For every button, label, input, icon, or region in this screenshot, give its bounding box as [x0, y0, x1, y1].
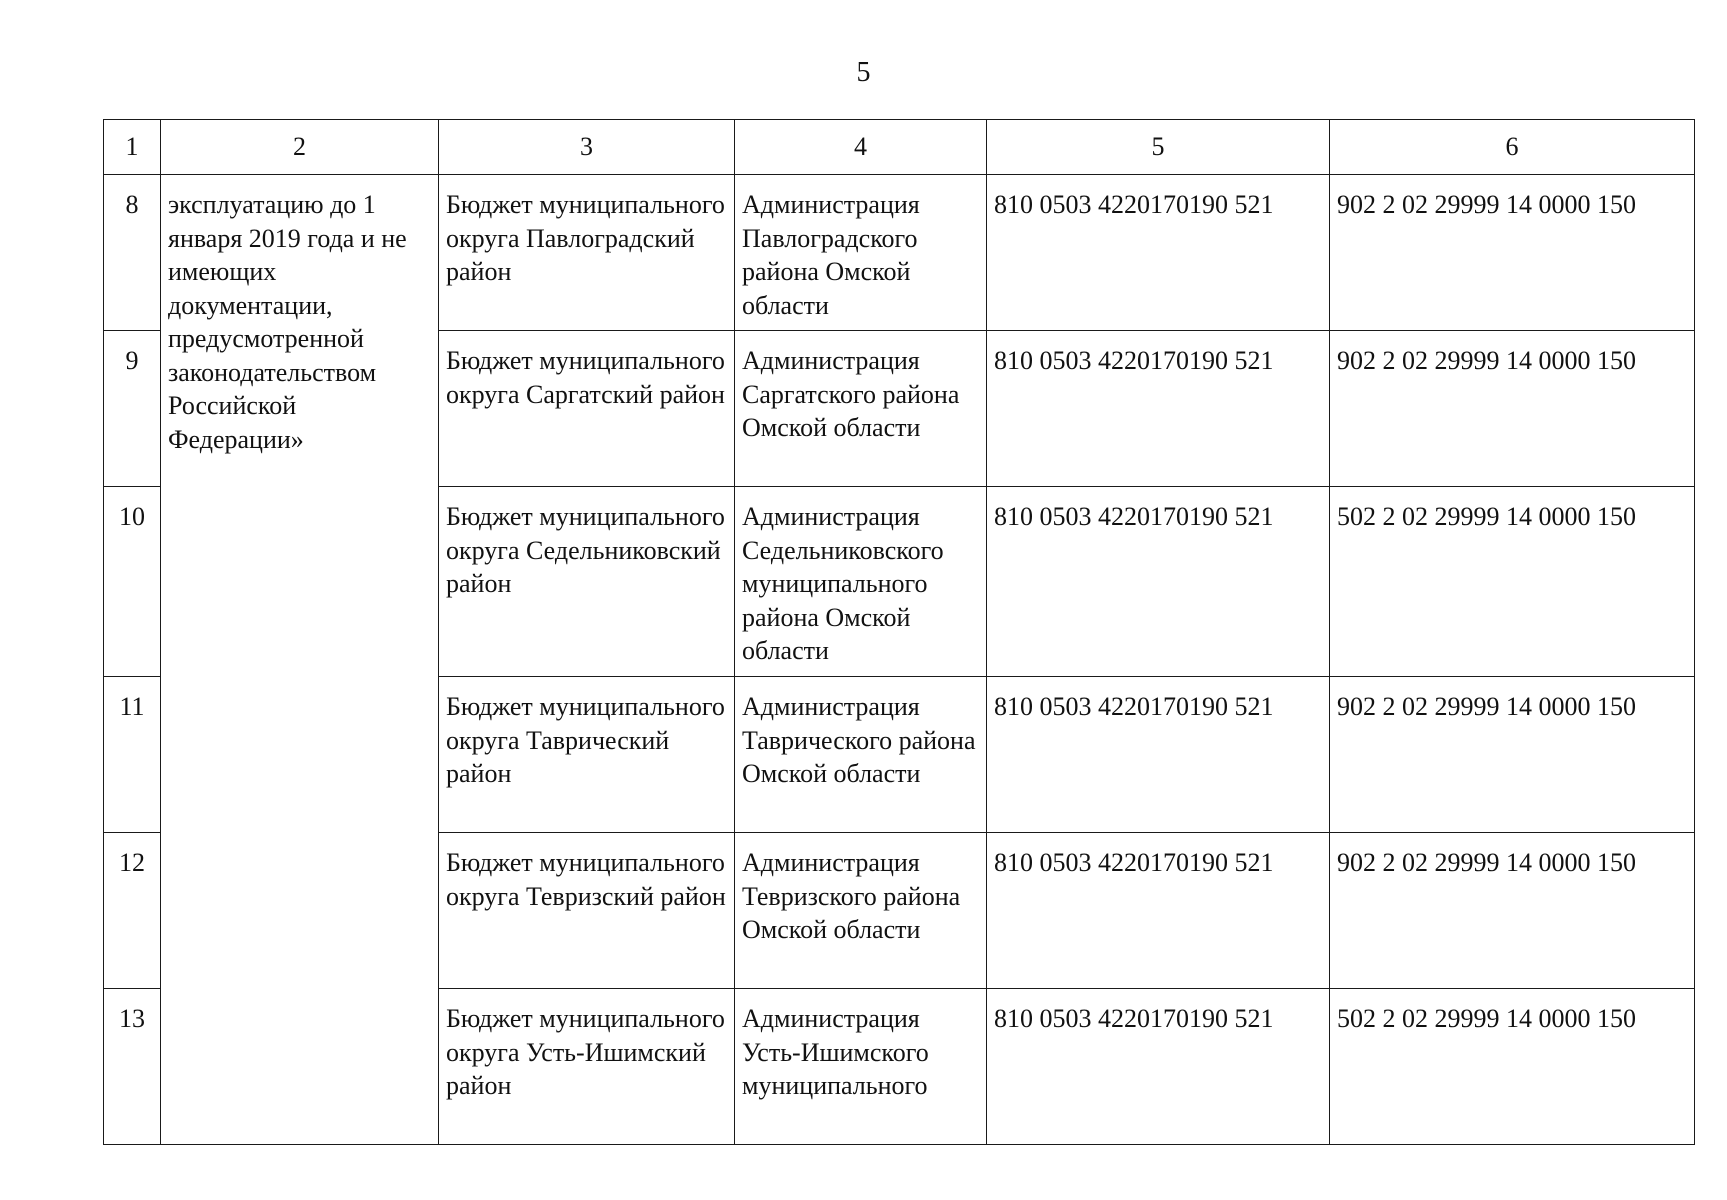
row-number: 12 [104, 833, 161, 989]
merged-description-cell: эксплуатацию до 1 января 2019 года и не имеющих документации, предусмотренной законодательством Российской Федерации» [161, 175, 439, 1145]
revenue-code-cell: 902 2 02 29999 14 0000 150 [1330, 331, 1695, 487]
table-header-row [104, 120, 1695, 175]
budget-cell: Бюджет муниципального округа Таврический район [439, 677, 735, 833]
revenue-code-cell: 902 2 02 29999 14 0000 150 [1330, 677, 1695, 833]
column-header: 1 [104, 120, 161, 175]
budget-cell: Бюджет муниципального округа Саргатский район [439, 331, 735, 487]
table-row [104, 175, 1695, 331]
column-header: 2 [161, 120, 439, 175]
administration-cell: Администрация Павлоградского района Омской области [735, 175, 987, 331]
budget-cell: Бюджет муниципального округа Павлоградский район [439, 175, 735, 331]
revenue-code-cell: 502 2 02 29999 14 0000 150 [1330, 989, 1695, 1145]
row-number: 10 [104, 487, 161, 677]
budget-cell: Бюджет муниципального округа Седельниковский район [439, 487, 735, 677]
row-number: 8 [104, 175, 161, 331]
expense-code-cell: 810 0503 4220170190 521 [987, 175, 1330, 331]
budget-cell: Бюджет муниципального округа Усть-Ишимский район [439, 989, 735, 1145]
revenue-code-cell: 902 2 02 29999 14 0000 150 [1330, 833, 1695, 989]
column-header: 4 [735, 120, 987, 175]
revenue-code-cell: 502 2 02 29999 14 0000 150 [1330, 487, 1695, 677]
column-header: 3 [439, 120, 735, 175]
expense-code-cell: 810 0503 4220170190 521 [987, 331, 1330, 487]
budget-cell: Бюджет муниципального округа Тевризский район [439, 833, 735, 989]
administration-cell: Администрация Седельниковского муниципального района Омской области [735, 487, 987, 677]
column-header: 5 [987, 120, 1330, 175]
administration-cell: Администрация Таврического района Омской области [735, 677, 987, 833]
row-number: 13 [104, 989, 161, 1145]
revenue-code-cell: 902 2 02 29999 14 0000 150 [1330, 175, 1695, 331]
expense-code-cell: 810 0503 4220170190 521 [987, 833, 1330, 989]
administration-cell: Администрация Саргатского района Омской области [735, 331, 987, 487]
page-number: 5 [856, 57, 871, 88]
administration-cell: Администрация Усть-Ишимского муниципального [735, 989, 987, 1145]
column-header: 6 [1330, 120, 1695, 175]
row-number: 11 [104, 677, 161, 833]
administration-cell: Администрация Тевризского района Омской области [735, 833, 987, 989]
expense-code-cell: 810 0503 4220170190 521 [987, 677, 1330, 833]
row-number: 9 [104, 331, 161, 487]
expense-code-cell: 810 0503 4220170190 521 [987, 989, 1330, 1145]
expense-code-cell: 810 0503 4220170190 521 [987, 487, 1330, 677]
data-table [103, 119, 1695, 1145]
